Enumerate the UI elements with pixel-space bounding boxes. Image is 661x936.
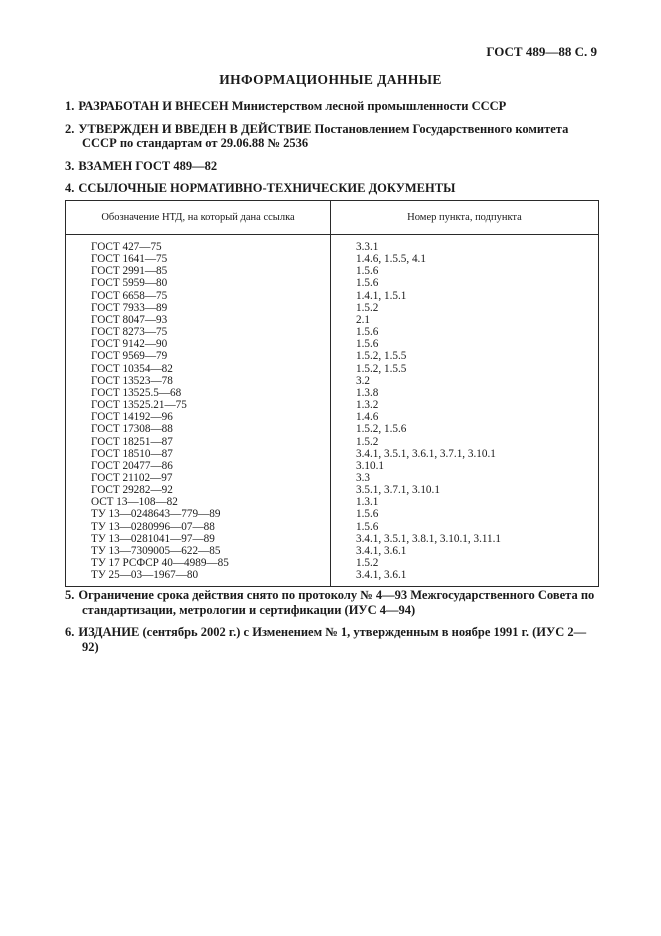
table-row (66, 277, 599, 289)
ntd-designation-cell: ГОСТ 13523—78 (66, 375, 331, 387)
item-number: 4. (65, 181, 75, 195)
column-header-designation: Обозначение НТД, на который дана ссылка (66, 201, 331, 235)
clause-number-cell: 3.4.1, 3.5.1, 3.8.1, 3.10.1, 3.11.1 (356, 532, 502, 545)
table-row (66, 326, 599, 338)
table-row (66, 399, 599, 411)
table-header-row (66, 201, 599, 235)
ntd-designation-cell: ТУ 25—03—1967—80 (66, 569, 331, 587)
table-row (66, 350, 599, 362)
clause-number-cell: 1.5.6 (356, 338, 379, 351)
item-text: РАЗРАБОТАН И ВНЕСЕН Министерством лесной промышленности СССР (78, 99, 507, 113)
ntd-designation-cell: ГОСТ 427—75 (66, 235, 331, 254)
table-row (66, 569, 599, 587)
clause-number-cell: 1.5.2 (356, 557, 379, 570)
ntd-designation-cell: ГОСТ 8273—75 (66, 326, 331, 338)
ntd-designation-cell: ГОСТ 18510—87 (66, 448, 331, 460)
ntd-designation-cell: ГОСТ 8047—93 (66, 314, 331, 326)
numbered-item (65, 181, 598, 196)
numbered-item (65, 625, 598, 654)
clause-number-cell: 2.1 (356, 313, 370, 326)
ntd-designation-cell: ГОСТ 9569—79 (66, 350, 331, 362)
ntd-designation-cell: ГОСТ 6658—75 (66, 290, 331, 302)
ntd-designation-cell: ГОСТ 18251—87 (66, 436, 331, 448)
clause-number-cell: 3.2 (356, 374, 370, 387)
ntd-designation-cell: ОСТ 13—108—82 (66, 496, 331, 508)
table-row (66, 375, 599, 387)
clause-number-cell: 1.5.2 (356, 301, 379, 314)
ntd-designation-cell: ТУ 13—0248643—779—89 (66, 508, 331, 520)
numbered-item (65, 159, 598, 174)
clause-number-cell: 3.3 (356, 471, 370, 484)
item-text: ВЗАМЕН ГОСТ 489—82 (78, 158, 218, 173)
table-row (66, 302, 599, 314)
clause-number-cell: 3.4.1, 3.6.1 (356, 544, 407, 557)
ntd-designation-cell: ТУ 13—7309005—622—85 (66, 545, 331, 557)
item-number: 6. (65, 625, 75, 639)
clause-number-cell: 3.4.1, 3.5.1, 3.6.1, 3.7.1, 3.10.1 (356, 447, 496, 460)
clause-number-cell: 1.4.6, 1.5.5, 4.1 (356, 253, 426, 266)
item-number: 2. (65, 121, 75, 136)
table-row (66, 448, 599, 460)
clause-number-cell: 3.10.1 (356, 459, 384, 472)
ntd-designation-cell: ГОСТ 13525.21—75 (66, 399, 331, 411)
item-text: ИЗДАНИЕ (сентябрь 2002 г.) с Изменением № 1, утвержденным в ноябре 1991 г. (ИУС 2—92) (78, 625, 587, 654)
clause-number-cell: 1.5.6 (356, 265, 379, 278)
clause-number-cell: 1.3.2 (356, 399, 379, 412)
table-row (66, 508, 599, 520)
numbered-item (65, 99, 598, 114)
table-row (66, 235, 599, 254)
ntd-designation-cell: ТУ 17 РСФСР 40—4989—85 (66, 557, 331, 569)
clause-number-cell: 1.3.8 (356, 386, 379, 399)
ntd-designation-cell: ГОСТ 7933—89 (66, 302, 331, 314)
ntd-designation-cell: ТУ 13—0281041—97—89 (66, 533, 331, 545)
table-row (66, 533, 599, 545)
table-row (66, 265, 599, 277)
table-row (66, 484, 599, 496)
ntd-designation-cell: ТУ 13—0280996—07—88 (66, 521, 331, 533)
clause-number-cell: 1.5.6 (356, 277, 379, 290)
table-row (66, 387, 599, 399)
ntd-designation-cell: ГОСТ 9142—90 (66, 338, 331, 350)
table-row (66, 436, 599, 448)
numbered-item (65, 122, 598, 151)
ntd-designation-cell: ГОСТ 20477—86 (66, 460, 331, 472)
ntd-designation-cell: ГОСТ 2991—85 (66, 265, 331, 277)
numbered-item (65, 588, 598, 617)
clause-number-cell: 3.4.1, 3.6.1 (356, 569, 407, 582)
ntd-table-body (66, 235, 599, 587)
table-row (66, 338, 599, 350)
ntd-designation-cell: ГОСТ 14192—96 (66, 411, 331, 423)
table-row (66, 253, 599, 265)
item-number: 5. (65, 588, 75, 602)
item-text: ССЫЛОЧНЫЕ НОРМАТИВНО-ТЕХНИЧЕСКИЕ ДОКУМЕНТЫ (78, 181, 456, 195)
table-row (66, 472, 599, 484)
ntd-designation-cell: ГОСТ 5959—80 (66, 277, 331, 289)
table-row (66, 496, 599, 508)
table-row (66, 411, 599, 423)
ntd-designation-cell: ГОСТ 13525.5—68 (66, 387, 331, 399)
clause-number-cell: 1.5.6 (356, 508, 379, 521)
clause-number-cell: 1.5.2, 1.5.5 (356, 350, 407, 363)
page-header: ГОСТ 489—88 С. 9 (486, 44, 597, 59)
item-number: 1. (65, 99, 75, 113)
table-row (66, 314, 599, 326)
clause-number-cell: 1.4.6 (356, 411, 379, 424)
clause-number-cell: 1.5.2, 1.5.5 (356, 362, 407, 375)
table-row (66, 290, 599, 302)
column-header-clause: Номер пункта, подпункта (331, 201, 599, 235)
clause-number-cell: 3.5.1, 3.7.1, 3.10.1 (356, 484, 440, 497)
clause-number-cell: 3.3.1 (356, 241, 379, 253)
numbered-items-bottom (65, 588, 598, 662)
clause-number-cell: 1.5.2 (356, 435, 379, 448)
clause-number-cell: 1.3.1 (356, 496, 379, 509)
table-row (66, 557, 599, 569)
table-row (66, 545, 599, 557)
table-row (66, 460, 599, 472)
clause-number-cell: 1.5.2, 1.5.6 (356, 423, 407, 436)
ntd-designation-cell: ГОСТ 29282—92 (66, 484, 331, 496)
table-row (66, 363, 599, 375)
clause-number-cell: 1.4.1, 1.5.1 (356, 289, 407, 302)
ntd-designation-cell: ГОСТ 1641—75 (66, 253, 331, 265)
page-title: ИНФОРМАЦИОННЫЕ ДАННЫЕ (219, 72, 442, 87)
clause-number-cell: 1.5.6 (356, 326, 379, 339)
ntd-designation-cell: ГОСТ 17308—88 (66, 423, 331, 435)
ntd-designation-cell: ГОСТ 10354—82 (66, 363, 331, 375)
reference-documents-table (65, 200, 599, 587)
item-number: 3. (65, 158, 75, 173)
clause-number-cell: 1.5.6 (356, 520, 379, 533)
table-row (66, 423, 599, 435)
item-text: УТВЕРЖДЕН И ВВЕДЕН В ДЕЙСТВИЕ Постановлением Государственного комитета СССР по стандартам от 29.06.88 № 2536 (78, 121, 569, 150)
numbered-items-top (65, 99, 598, 204)
ntd-designation-cell: ГОСТ 21102—97 (66, 472, 331, 484)
item-text: Ограничение срока действия снято по протоколу № 4—93 Межгосударственного Совета по стандартизации, метрологии и сертификации (ИУС 4—94) (78, 588, 595, 617)
table-row (66, 521, 599, 533)
